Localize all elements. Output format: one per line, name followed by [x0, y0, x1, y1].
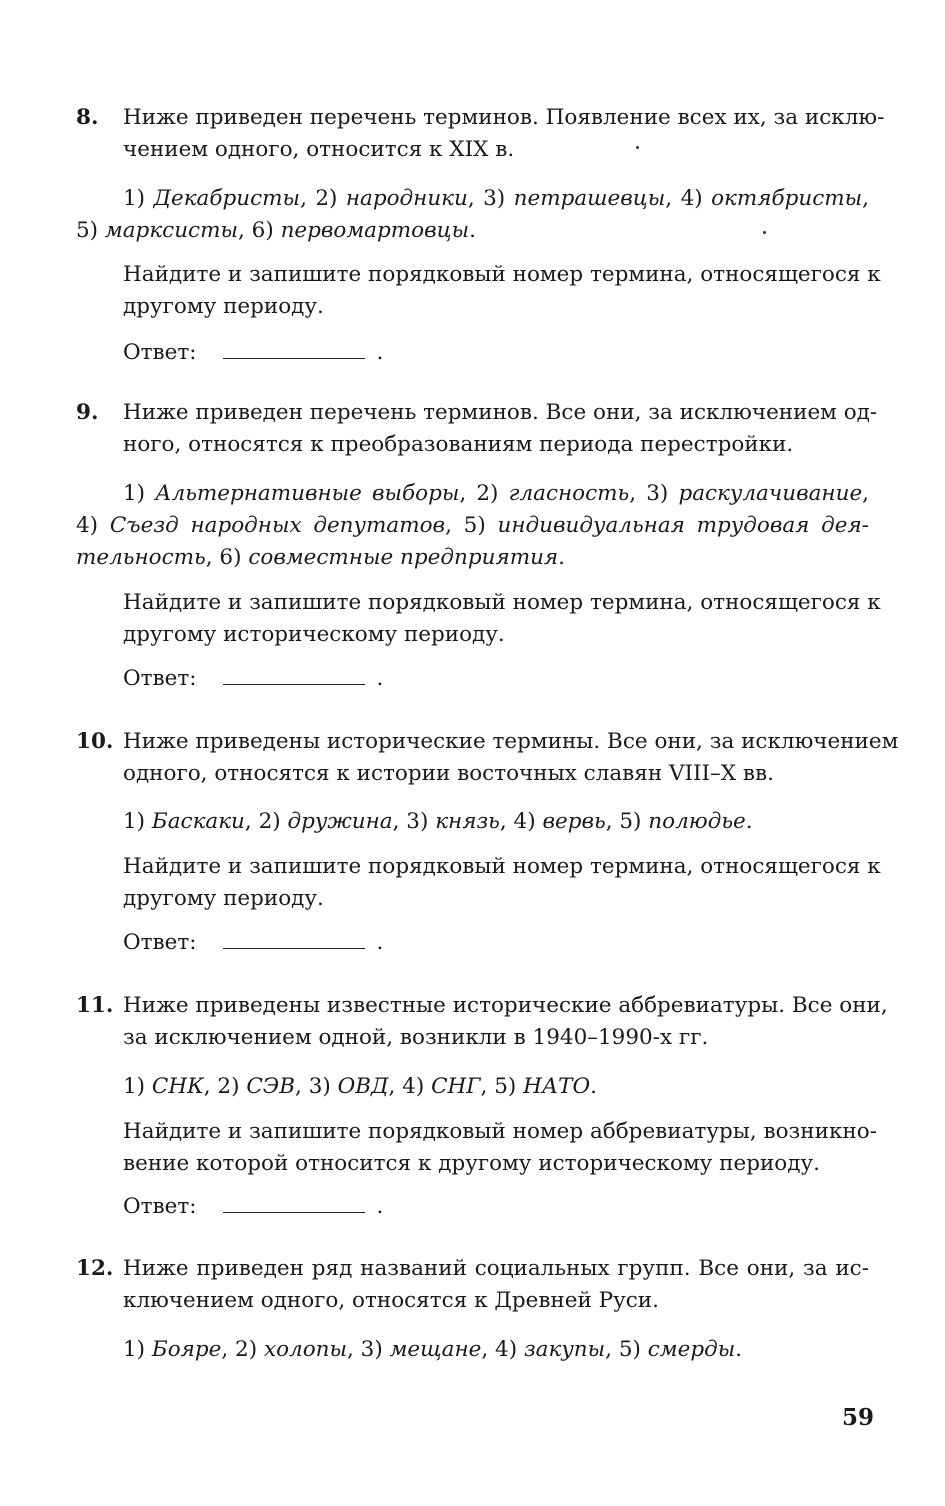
question-number: 9.: [76, 400, 99, 425]
question-number: 11.: [76, 993, 114, 1018]
answer-line: Ответ: .: [123, 1194, 384, 1219]
answer-blank[interactable]: [223, 1211, 365, 1213]
options-line: тельность, 6) совместные предприятия.: [76, 545, 566, 570]
question-text-line: Ниже приведен перечень терминов. Все они, за исключением од-: [123, 400, 878, 425]
scan-speck: [763, 231, 766, 234]
answer-blank[interactable]: [223, 357, 365, 359]
options-line: 5) марксисты, 6) первомартовцы.: [76, 218, 476, 243]
options-line: 1) Альтернативные выборы, 2) гласность, 3) раскулачивание,: [123, 481, 870, 506]
answer-label: Ответ:: [123, 666, 197, 691]
instruction-line: Найдите и запишите порядковый номер термина, относящегося к: [123, 854, 881, 879]
instruction-line: Найдите и запишите порядковый номер термина, относящегося к: [123, 262, 881, 287]
instruction-line: Найдите и запишите порядковый номер термина, относящегося к: [123, 590, 881, 615]
instruction-line: вение которой относится к другому историческому периоду.: [123, 1151, 820, 1176]
question-text-line: чением одного, относится к XIX в.: [123, 137, 515, 162]
question-number: 12.: [76, 1256, 114, 1281]
page-number: 59: [842, 1404, 875, 1431]
instruction-line: Найдите и запишите порядковый номер аббревиатуры, возникно-: [123, 1119, 877, 1144]
question-number: 8.: [76, 105, 99, 130]
options-line: 1) СНК, 2) СЭВ, 3) ОВД, 4) СНГ, 5) НАТО.: [123, 1074, 597, 1099]
instruction-line: другому периоду.: [123, 886, 324, 911]
instruction-line: другому историческому периоду.: [123, 622, 505, 647]
answer-label: Ответ:: [123, 340, 197, 365]
question-text-line: за исключением одной, возникли в 1940–1990-х гг.: [123, 1025, 709, 1050]
answer-label: Ответ:: [123, 1194, 197, 1219]
answer-label: Ответ:: [123, 930, 197, 955]
answer-blank[interactable]: [223, 947, 365, 949]
question-text-line: ного, относятся к преобразованиям периода перестройки.: [123, 432, 794, 457]
answer-line: Ответ: .: [123, 930, 384, 955]
options-line: 1) Баскаки, 2) дружина, 3) князь, 4) вервь, 5) полюдье.: [123, 809, 753, 834]
scan-speck: [636, 146, 639, 149]
options-line: 1) Бояре, 2) холопы, 3) мещане, 4) закупы, 5) смерды.: [123, 1337, 743, 1362]
instruction-line: другому периоду.: [123, 294, 324, 319]
question-text-line: Ниже приведены известные исторические аббревиатуры. Все они,: [123, 993, 888, 1018]
answer-blank[interactable]: [223, 683, 365, 685]
question-text-line: Ниже приведены исторические термины. Все они, за исключением: [123, 729, 899, 754]
answer-line: Ответ: .: [123, 666, 384, 691]
answer-line: Ответ: .: [123, 340, 384, 365]
question-number: 10.: [76, 729, 114, 754]
question-text-line: ключением одного, относятся к Древней Руси.: [123, 1288, 659, 1313]
question-text-line: Ниже приведен перечень терминов. Появление всех их, за исклю-: [123, 105, 885, 130]
question-text-line: Ниже приведен ряд названий социальных групп. Все они, за ис-: [123, 1256, 869, 1281]
options-line: 1) Декабристы, 2) народники, 3) петрашевцы, 4) октябристы,: [123, 186, 869, 211]
question-text-line: одного, относятся к истории восточных славян VIII–X вв.: [123, 761, 774, 786]
options-line: 4) Съезд народных депутатов, 5) индивидуальная трудовая дея-: [76, 513, 870, 538]
